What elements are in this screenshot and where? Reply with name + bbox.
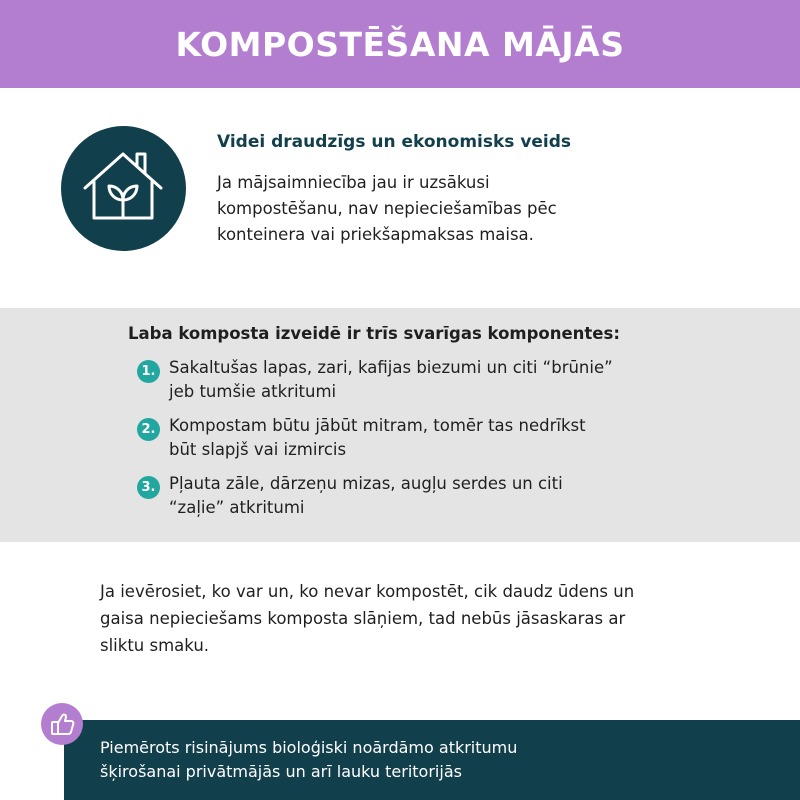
page-title: KOMPOSTĒŠANA MĀJĀS — [175, 24, 625, 64]
components-panel — [0, 308, 800, 542]
footer-text — [100, 736, 760, 784]
components-heading: Laba komposta izveidē ir trīs svarīgas komponentes: — [128, 324, 620, 343]
note-line: sliktu smaku. — [100, 636, 210, 655]
component-text-line: būt slapjš vai izmircis — [169, 440, 347, 459]
note-line: gaisa nepieciešams komposta slāņiem, tad nebūs jāsaskaras ar — [100, 609, 626, 628]
number-badge: 1. — [137, 360, 160, 383]
component-text-line: Kompostam būtu jābūt mitram, tomēr tas nedrīkst — [169, 416, 586, 435]
footer-line: šķirošanai privātmājās un arī lauku teritorijās — [100, 762, 462, 781]
component-text-line: “zaļie” atkritumi — [169, 498, 305, 517]
footer-banner — [64, 720, 800, 800]
number-badge: 2. — [137, 418, 160, 441]
component-text-line: jeb tumšie atkritumi — [169, 382, 337, 401]
component-text-line: Pļauta zāle, dārzeņu mizas, augļu serdes un citi — [169, 474, 563, 493]
header-banner — [0, 0, 800, 88]
intro-body-line: Ja mājsaimniecība jau ir uzsākusi — [217, 173, 490, 192]
thumbs-up-icon — [41, 703, 83, 745]
component-text-line: Sakaltušas lapas, zari, kafijas biezumi un citi “brūnie” — [169, 358, 613, 377]
footer-line: Piemērots risinājums bioloģiski noārdāmo atkritumu — [100, 738, 518, 757]
intro-body-line: kompostēšanu, nav nepieciešamības pēc — [217, 199, 557, 218]
component-text — [169, 414, 709, 462]
component-text — [169, 356, 709, 404]
number-badge: 3. — [137, 476, 160, 499]
note-line: Ja ievērosiet, ko var un, ko nevar kompostēt, cik daudz ūdens un — [100, 582, 635, 601]
intro-heading: Videi draudzīgs un ekonomisks veids — [217, 132, 572, 152]
composting-note — [100, 578, 740, 659]
component-text — [169, 472, 709, 520]
intro-body-line: konteinera vai priekšapmaksas maisa. — [217, 225, 534, 244]
intro-body — [217, 170, 637, 248]
house-plant-icon — [61, 126, 186, 251]
